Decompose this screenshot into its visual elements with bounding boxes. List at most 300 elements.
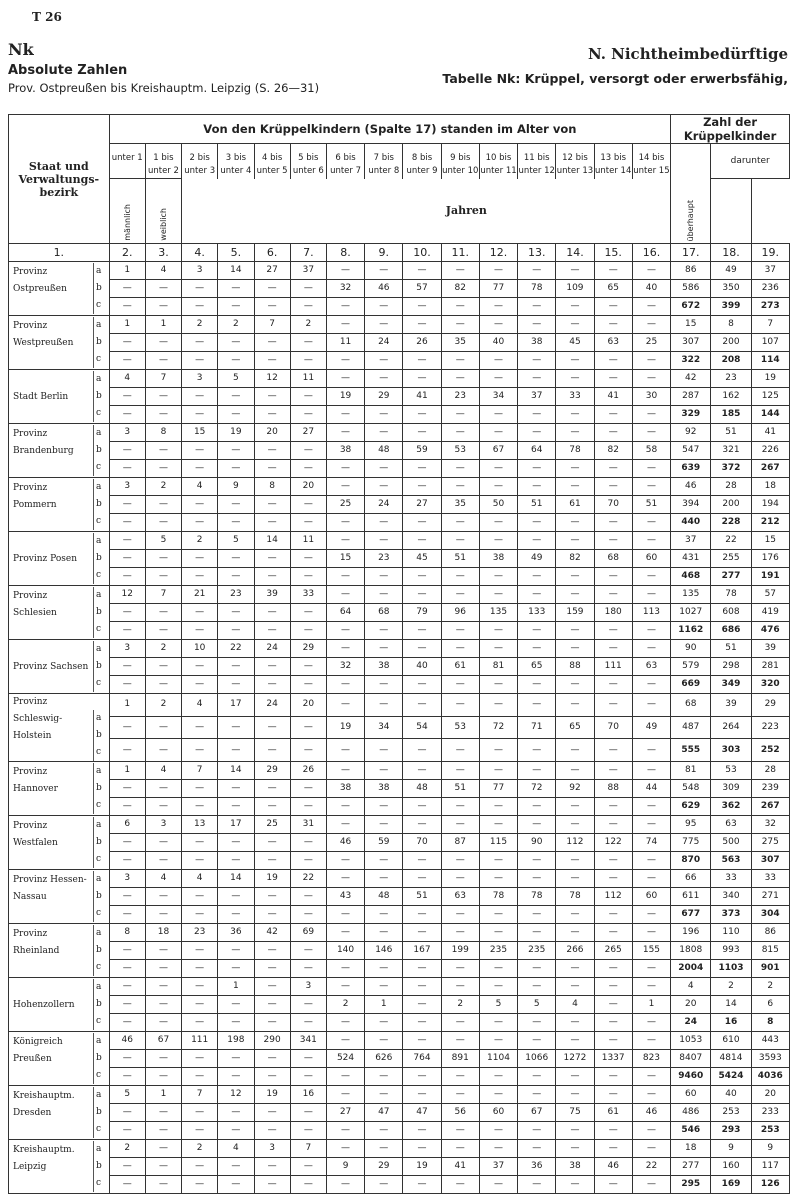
- table-cell: —: [182, 658, 218, 676]
- table-cell: —: [290, 1050, 326, 1068]
- table-cell: 1337: [594, 1050, 632, 1068]
- table-cell: —: [441, 586, 479, 604]
- table-cell: 586: [671, 280, 711, 298]
- table-cell: 107: [751, 334, 789, 352]
- age-col-header: 7 bis unter 8: [365, 144, 403, 179]
- table-cell: 555: [671, 739, 711, 762]
- table-cell: 78: [556, 442, 594, 460]
- table-cell: —: [182, 550, 218, 568]
- table-cell: 88: [556, 658, 594, 676]
- region-name: Provinz Schleswig-Holstein: [13, 697, 63, 741]
- table-cell: —: [326, 870, 364, 888]
- table-cell: —: [403, 352, 441, 370]
- table-cell: 92: [671, 424, 711, 442]
- table-cell: —: [182, 906, 218, 924]
- table-cell: 46: [109, 1032, 145, 1050]
- table-cell: —: [182, 1014, 218, 1032]
- table-cell: —: [518, 798, 556, 816]
- row-letter: c: [96, 570, 102, 580]
- table-cell: 235: [518, 942, 556, 960]
- table-cell: —: [594, 298, 632, 316]
- table-cell: —: [218, 1176, 254, 1194]
- table-cell: —: [479, 762, 517, 780]
- age-col-header: 2 bis unter 3: [182, 144, 218, 179]
- region-label: [9, 816, 110, 870]
- table-cell: —: [145, 280, 181, 298]
- region-label: [9, 262, 110, 316]
- table-cell: —: [556, 622, 594, 640]
- table-cell: 34: [365, 716, 403, 739]
- table-cell: 24: [671, 1014, 711, 1032]
- table-cell: 37: [479, 1158, 517, 1176]
- table-cell: —: [632, 1140, 670, 1158]
- table-cell: 2: [711, 978, 751, 996]
- table-cell: —: [182, 942, 218, 960]
- column-number: 12.: [479, 244, 517, 262]
- table-cell: —: [556, 1140, 594, 1158]
- table-cell: 41: [441, 1158, 479, 1176]
- table-cell: —: [365, 1014, 403, 1032]
- table-cell: —: [182, 1176, 218, 1194]
- table-cell: —: [290, 798, 326, 816]
- table-cell: —: [182, 1122, 218, 1140]
- table-cell: 36: [518, 1158, 556, 1176]
- table-cell: —: [145, 1068, 181, 1086]
- table-cell: —: [109, 716, 145, 739]
- table-cell: —: [518, 978, 556, 996]
- table-cell: 36: [218, 924, 254, 942]
- table-cell: —: [254, 1122, 290, 1140]
- table-cell: —: [326, 1068, 364, 1086]
- table-cell: 78: [711, 586, 751, 604]
- table-cell: 29: [751, 694, 789, 717]
- table-cell: 90: [671, 640, 711, 658]
- table-cell: 42: [671, 370, 711, 388]
- table-cell: 169: [711, 1176, 751, 1194]
- table-cell: —: [254, 960, 290, 978]
- table-cell: 1: [145, 1086, 181, 1104]
- table-cell: —: [632, 406, 670, 424]
- row-letter: a: [96, 1144, 102, 1154]
- table-cell: —: [218, 1068, 254, 1086]
- table-cell: —: [182, 780, 218, 798]
- table-cell: 1272: [556, 1050, 594, 1068]
- table-cell: —: [365, 640, 403, 658]
- table-row: [9, 640, 790, 658]
- table-cell: —: [479, 460, 517, 478]
- table-cell: —: [441, 406, 479, 424]
- table-cell: —: [254, 798, 290, 816]
- table-cell: —: [145, 888, 181, 906]
- table-cell: 19: [218, 424, 254, 442]
- region-name: Provinz Westfalen: [13, 821, 58, 848]
- table-cell: —: [182, 406, 218, 424]
- table-cell: 2: [182, 316, 218, 334]
- table-cell: —: [365, 316, 403, 334]
- table-cell: 39: [751, 640, 789, 658]
- row-letter: b: [96, 553, 102, 563]
- table-cell: 266: [556, 942, 594, 960]
- table-cell: —: [254, 658, 290, 676]
- table-cell: 61: [594, 1104, 632, 1122]
- table-cell: —: [254, 460, 290, 478]
- table-cell: 265: [594, 942, 632, 960]
- table-cell: —: [218, 888, 254, 906]
- table-cell: —: [218, 298, 254, 316]
- table-cell: —: [109, 334, 145, 352]
- table-cell: 39: [254, 586, 290, 604]
- table-cell: —: [441, 798, 479, 816]
- table-cell: 4814: [711, 1050, 751, 1068]
- column-number: 7.: [290, 244, 326, 262]
- table-cell: 547: [671, 442, 711, 460]
- row-letter: a: [96, 1036, 102, 1046]
- table-cell: 1: [109, 262, 145, 280]
- table-cell: —: [518, 1014, 556, 1032]
- table-cell: —: [109, 532, 145, 550]
- table-cell: —: [182, 280, 218, 298]
- table-cell: —: [254, 834, 290, 852]
- table-cell: 74: [632, 834, 670, 852]
- table-cell: 12: [218, 1086, 254, 1104]
- region-name: Provinz Westpreußen: [13, 321, 74, 348]
- table-cell: 253: [751, 1122, 789, 1140]
- age-group-header: Von den Krüppelkindern (Spalte 17) standen im Alter von: [109, 115, 670, 144]
- table-cell: —: [182, 388, 218, 406]
- table-cell: 4: [671, 978, 711, 996]
- table-cell: —: [290, 442, 326, 460]
- column-number: 5.: [218, 244, 254, 262]
- table-cell: 281: [751, 658, 789, 676]
- table-cell: —: [632, 798, 670, 816]
- section-heading: Absolute Zahlen: [8, 63, 128, 78]
- table-cell: —: [109, 460, 145, 478]
- table-cell: —: [594, 478, 632, 496]
- table-cell: 33: [290, 586, 326, 604]
- table-cell: 340: [711, 888, 751, 906]
- table-cell: —: [632, 1032, 670, 1050]
- table-cell: —: [218, 1104, 254, 1122]
- table-cell: 303: [711, 739, 751, 762]
- table-cell: 78: [556, 888, 594, 906]
- table-cell: 19: [326, 716, 364, 739]
- table-cell: 239: [751, 780, 789, 798]
- table-cell: 135: [671, 586, 711, 604]
- table-cell: —: [556, 816, 594, 834]
- table-cell: 815: [751, 942, 789, 960]
- row-letter: b: [96, 661, 102, 671]
- table-cell: 4: [182, 870, 218, 888]
- table-cell: —: [594, 978, 632, 996]
- table-cell: —: [594, 852, 632, 870]
- table-cell: —: [109, 780, 145, 798]
- table-cell: —: [145, 798, 181, 816]
- table-cell: 39: [711, 694, 751, 717]
- table-cell: —: [290, 1104, 326, 1122]
- table-cell: —: [326, 1086, 364, 1104]
- table-cell: 3: [109, 640, 145, 658]
- table-cell: —: [109, 798, 145, 816]
- table-cell: 228: [711, 514, 751, 532]
- table-cell: —: [145, 568, 181, 586]
- region-label: [9, 370, 110, 424]
- table-cell: 9460: [671, 1068, 711, 1086]
- table-cell: —: [632, 1086, 670, 1104]
- table-cell: —: [290, 514, 326, 532]
- table-cell: 610: [711, 1032, 751, 1050]
- age-col-header: 3 bis unter 4: [218, 144, 254, 179]
- row-letter: b: [96, 1053, 102, 1063]
- table-cell: —: [254, 334, 290, 352]
- table-cell: —: [182, 978, 218, 996]
- jahren-label: Jahren: [182, 179, 752, 244]
- table-cell: —: [109, 406, 145, 424]
- table-cell: —: [254, 1104, 290, 1122]
- table-cell: —: [326, 424, 364, 442]
- table-cell: —: [403, 1014, 441, 1032]
- table-cell: —: [218, 1050, 254, 1068]
- table-cell: —: [632, 1176, 670, 1194]
- table-cell: 53: [441, 442, 479, 460]
- table-row: [9, 478, 790, 496]
- region-label: [9, 586, 110, 640]
- table-cell: —: [479, 960, 517, 978]
- table-cell: —: [632, 568, 670, 586]
- table-cell: —: [182, 334, 218, 352]
- table-cell: 1162: [671, 622, 711, 640]
- table-cell: 133: [518, 604, 556, 622]
- table-cell: —: [145, 1176, 181, 1194]
- table-cell: 290: [254, 1032, 290, 1050]
- table-cell: —: [632, 816, 670, 834]
- table-cell: —: [365, 978, 403, 996]
- table-cell: 56: [441, 1104, 479, 1122]
- table-cell: 33: [711, 870, 751, 888]
- table-cell: 200: [711, 496, 751, 514]
- table-cell: —: [518, 316, 556, 334]
- table-cell: 252: [751, 739, 789, 762]
- table-cell: 24: [365, 334, 403, 352]
- table-cell: —: [479, 816, 517, 834]
- table-cell: —: [479, 1086, 517, 1104]
- table-cell: —: [182, 460, 218, 478]
- table-cell: 38: [518, 334, 556, 352]
- table-cell: 60: [671, 1086, 711, 1104]
- table-cell: —: [479, 870, 517, 888]
- table-row: [9, 586, 790, 604]
- table-cell: 112: [594, 888, 632, 906]
- table-cell: 2004: [671, 960, 711, 978]
- table-cell: —: [632, 924, 670, 942]
- table-cell: —: [290, 676, 326, 694]
- table-cell: —: [254, 780, 290, 798]
- table-cell: 2: [145, 694, 181, 717]
- table-cell: —: [145, 1158, 181, 1176]
- table-cell: 40: [711, 1086, 751, 1104]
- table-cell: 298: [711, 658, 751, 676]
- table-cell: —: [594, 798, 632, 816]
- table-cell: 307: [671, 334, 711, 352]
- table-cell: —: [479, 676, 517, 694]
- table-cell: 27: [326, 1104, 364, 1122]
- row-letter: c: [96, 516, 102, 526]
- table-cell: 70: [594, 716, 632, 739]
- table-cell: 1808: [671, 942, 711, 960]
- table-cell: 2: [145, 478, 181, 496]
- table-cell: 295: [671, 1176, 711, 1194]
- table-cell: 96: [441, 604, 479, 622]
- table-row: [9, 1014, 790, 1032]
- table-cell: 8: [109, 924, 145, 942]
- table-cell: —: [365, 1032, 403, 1050]
- table-cell: 167: [403, 942, 441, 960]
- table-cell: —: [441, 478, 479, 496]
- table-cell: —: [403, 870, 441, 888]
- table-cell: —: [218, 604, 254, 622]
- table-cell: —: [632, 514, 670, 532]
- row-letter: c: [96, 1016, 102, 1026]
- table-cell: 20: [290, 478, 326, 496]
- table-cell: 40: [632, 280, 670, 298]
- table-cell: 51: [441, 780, 479, 798]
- table-cell: —: [365, 478, 403, 496]
- table-cell: —: [518, 906, 556, 924]
- table-cell: —: [632, 960, 670, 978]
- table-cell: 78: [518, 888, 556, 906]
- table-cell: 37: [290, 262, 326, 280]
- table-cell: —: [365, 1068, 403, 1086]
- table-cell: 185: [711, 406, 751, 424]
- table-cell: 155: [632, 942, 670, 960]
- table-cell: —: [556, 460, 594, 478]
- table-cell: —: [109, 996, 145, 1014]
- table-cell: —: [326, 739, 364, 762]
- table-cell: —: [254, 352, 290, 370]
- table-cell: —: [109, 1050, 145, 1068]
- table-cell: —: [365, 1086, 403, 1104]
- table-row: [9, 1032, 790, 1050]
- table-cell: —: [182, 834, 218, 852]
- table-cell: —: [594, 586, 632, 604]
- table-cell: 54: [403, 716, 441, 739]
- table-cell: 271: [751, 888, 789, 906]
- table-cell: —: [145, 978, 181, 996]
- table-cell: —: [109, 834, 145, 852]
- table-cell: —: [290, 334, 326, 352]
- table-cell: 14: [711, 996, 751, 1014]
- table-row: [9, 716, 790, 739]
- age-col-header: 12 bis unter 13: [556, 144, 594, 179]
- table-cell: —: [182, 676, 218, 694]
- region-name: Provinz Sachsen: [13, 662, 89, 672]
- table-cell: —: [441, 352, 479, 370]
- table-cell: 226: [751, 442, 789, 460]
- table-cell: 81: [479, 658, 517, 676]
- table-cell: —: [594, 424, 632, 442]
- table-cell: 775: [671, 834, 711, 852]
- column-number: 11.: [441, 244, 479, 262]
- table-cell: 223: [751, 716, 789, 739]
- table-cell: 7: [182, 1086, 218, 1104]
- table-row: [9, 1158, 790, 1176]
- table-cell: —: [218, 996, 254, 1014]
- table-cell: —: [518, 298, 556, 316]
- column-number: 6.: [254, 244, 290, 262]
- table-cell: 82: [556, 550, 594, 568]
- table-cell: 110: [711, 924, 751, 942]
- table-cell: —: [182, 496, 218, 514]
- table-cell: 19: [254, 870, 290, 888]
- table-cell: —: [518, 1140, 556, 1158]
- table-cell: —: [594, 996, 632, 1014]
- table-cell: —: [403, 298, 441, 316]
- table-cell: 13: [182, 816, 218, 834]
- table-cell: 3: [254, 1140, 290, 1158]
- column-number: 17.: [671, 244, 711, 262]
- table-cell: —: [145, 780, 181, 798]
- table-cell: 18: [145, 924, 181, 942]
- table-cell: 50: [479, 496, 517, 514]
- table-cell: —: [145, 1140, 181, 1158]
- table-cell: —: [254, 622, 290, 640]
- table-cell: —: [365, 870, 403, 888]
- table-cell: —: [365, 424, 403, 442]
- table-cell: —: [109, 604, 145, 622]
- table-cell: —: [518, 1176, 556, 1194]
- table-cell: —: [441, 424, 479, 442]
- table-cell: 46: [671, 478, 711, 496]
- region-name: Stadt Berlin: [13, 392, 69, 402]
- table-row: [9, 352, 790, 370]
- table-cell: —: [632, 478, 670, 496]
- table-cell: —: [518, 622, 556, 640]
- table-cell: 235: [479, 942, 517, 960]
- table-cell: 48: [403, 780, 441, 798]
- table-row: [9, 906, 790, 924]
- table-cell: 191: [751, 568, 789, 586]
- table-cell: —: [145, 604, 181, 622]
- table-cell: —: [403, 622, 441, 640]
- table-cell: —: [594, 352, 632, 370]
- table-cell: 61: [556, 496, 594, 514]
- table-cell: —: [594, 640, 632, 658]
- row-letter: b: [96, 499, 102, 509]
- age-col-header: 13 bis unter 14: [594, 144, 632, 179]
- table-cell: 2: [326, 996, 364, 1014]
- table-cell: —: [441, 870, 479, 888]
- row-letter: b: [96, 945, 102, 955]
- table-cell: —: [145, 739, 181, 762]
- table-cell: —: [594, 676, 632, 694]
- table-cell: 82: [441, 280, 479, 298]
- table-cell: —: [556, 1122, 594, 1140]
- table-cell: —: [479, 568, 517, 586]
- table-cell: —: [518, 406, 556, 424]
- row-letter: b: [96, 337, 102, 347]
- table-cell: —: [145, 622, 181, 640]
- table-cell: 1: [109, 694, 145, 717]
- table-cell: —: [441, 514, 479, 532]
- table-cell: —: [632, 870, 670, 888]
- table-cell: 8: [751, 1014, 789, 1032]
- table-cell: 579: [671, 658, 711, 676]
- table-row: [9, 996, 790, 1014]
- table-cell: —: [441, 316, 479, 334]
- table-cell: —: [594, 694, 632, 717]
- table-cell: —: [441, 852, 479, 870]
- table-cell: —: [182, 298, 218, 316]
- table-cell: —: [109, 1014, 145, 1032]
